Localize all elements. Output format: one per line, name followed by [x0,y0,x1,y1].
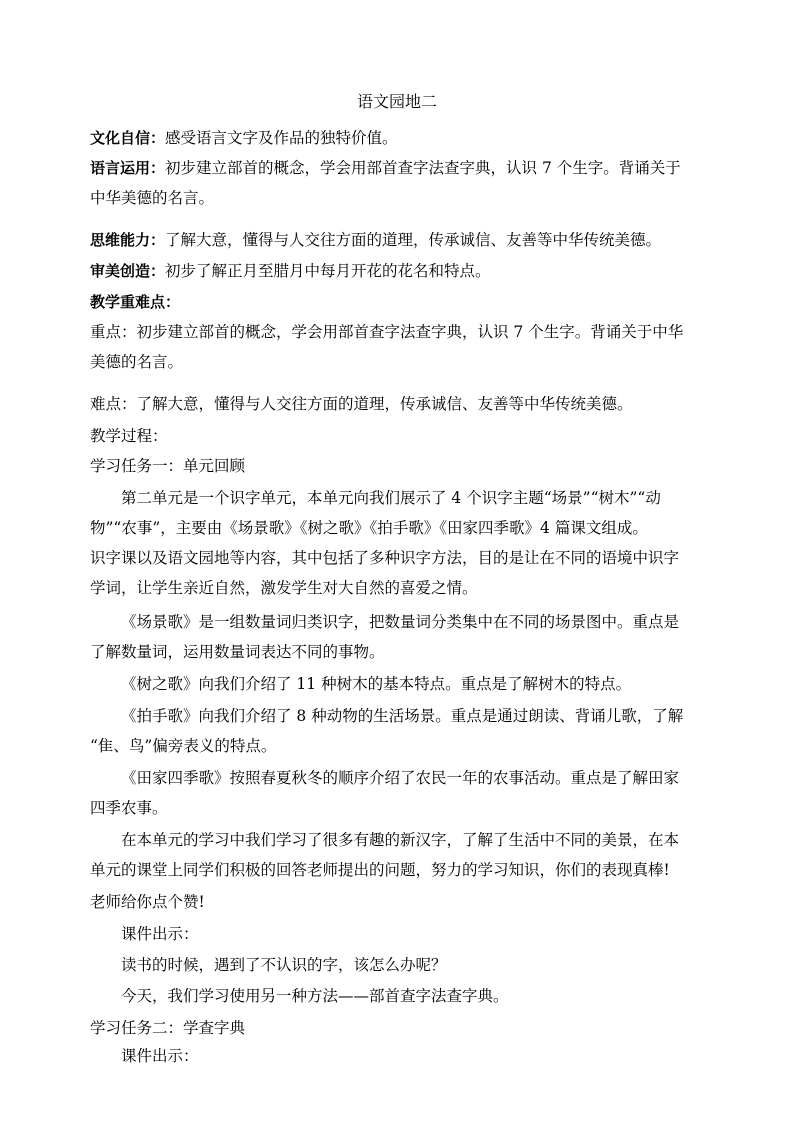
p1-line-4: 学词，让学生亲近自然，激发学生对大自然的喜爱之情。 [90,579,478,597]
p1-line-3: 识字课以及语文园地等内容，其中包括了多种识字方法，目的是让在不同的语境中识字 [90,549,680,567]
page-title: 语文园地二 [356,92,437,111]
goal-culture-label: 文化自信： [90,129,166,147]
p4-line-2: “隹、鸟”偏旁表义的特点。 [90,737,277,755]
goal-language-cont: 中华美德的名言。 [90,189,215,207]
today-line: 今天，我们学习使用另一种方法——部首查字法查字典。 [121,987,509,1005]
p6-line-2: 单元的课堂上同学们积极的回答老师提出的问题，努力的学习知识，你们的表现真棒! [90,861,670,879]
courseware-label-1: 课件出示： [121,925,199,943]
p6-line-3: 老师给你点个赞! [90,893,205,911]
goal-language [90,158,710,178]
goal-language-text-1: 初步建立部首的概念，学会用部首查字法查字典，认识 7 个生字。背诵关于 [165,159,681,177]
process-heading: 教学过程： [90,427,168,445]
goal-thinking [90,230,710,250]
p1-line-1: 第二单元是一个识字单元，本单元向我们展示了 4 个识字主题“场景”“树木”“动 [121,489,661,507]
courseware-label-2: 课件出示： [121,1047,199,1065]
p2-line-2: 了解数量词，运用数量词表达不同的事物。 [90,643,385,661]
task2-heading: 学习任务二：学查字典 [90,1019,246,1037]
p5-line-2: 四季农事。 [90,799,168,817]
key-points-heading: 教学重难点： [90,293,181,311]
task1-heading: 学习任务一：单元回顾 [90,457,246,475]
goal-aesthetic-text: 初步了解正月至腊月中每月开花的花名和特点。 [165,262,491,280]
difficulty-line: 难点：了解大意，懂得与人交往方面的道理，传承诚信、友善等中华传统美德。 [90,395,633,413]
key-point-line-1: 重点：初步建立部首的概念，学会用部首查字法查字典，认识 7 个生字。背诵关于中华 [90,323,684,341]
p6-line-1: 在本单元的学习中我们学习了很多有趣的新汉字，了解了生活中不同的美景，在本 [121,831,680,849]
question-line: 读书的时候，遇到了不认识的字，该怎么办呢？ [121,956,447,974]
goal-culture [90,128,710,148]
key-point-line-2: 美德的名言。 [90,353,184,371]
p1-line-2: 物”“农事”，主要由《场景歌》《树之歌》《拍手歌》《田家四季歌》4 篇课文组成。 [90,519,648,537]
p4-line-1: 《拍手歌》向我们介绍了 8 种动物的生活场景。重点是通过朗读、背诵儿歌，了解 [121,707,684,725]
goal-aesthetic-label: 审美创造： [90,262,166,280]
goal-aesthetic [90,261,710,281]
goal-thinking-text: 了解大意，懂得与人交往方面的道理，传承诚信、友善等中华传统美德。 [165,231,662,249]
goal-culture-text: 感受语言文字及作品的独特价值。 [165,129,398,147]
goal-thinking-label: 思维能力： [90,231,166,249]
p2-line-1: 《场景歌》是一组数量词归类识字，把数量词分类集中在不同的场景图中。重点是 [121,613,680,631]
p5-line-1: 《田家四季歌》按照春夏秋冬的顺序介绍了农民一年的农事活动。重点是了解田家 [121,769,680,787]
goal-language-label: 语言运用： [90,159,166,177]
p3-line: 《树之歌》向我们介绍了 11 种树木的基本特点。重点是了解树木的特点。 [121,675,632,693]
